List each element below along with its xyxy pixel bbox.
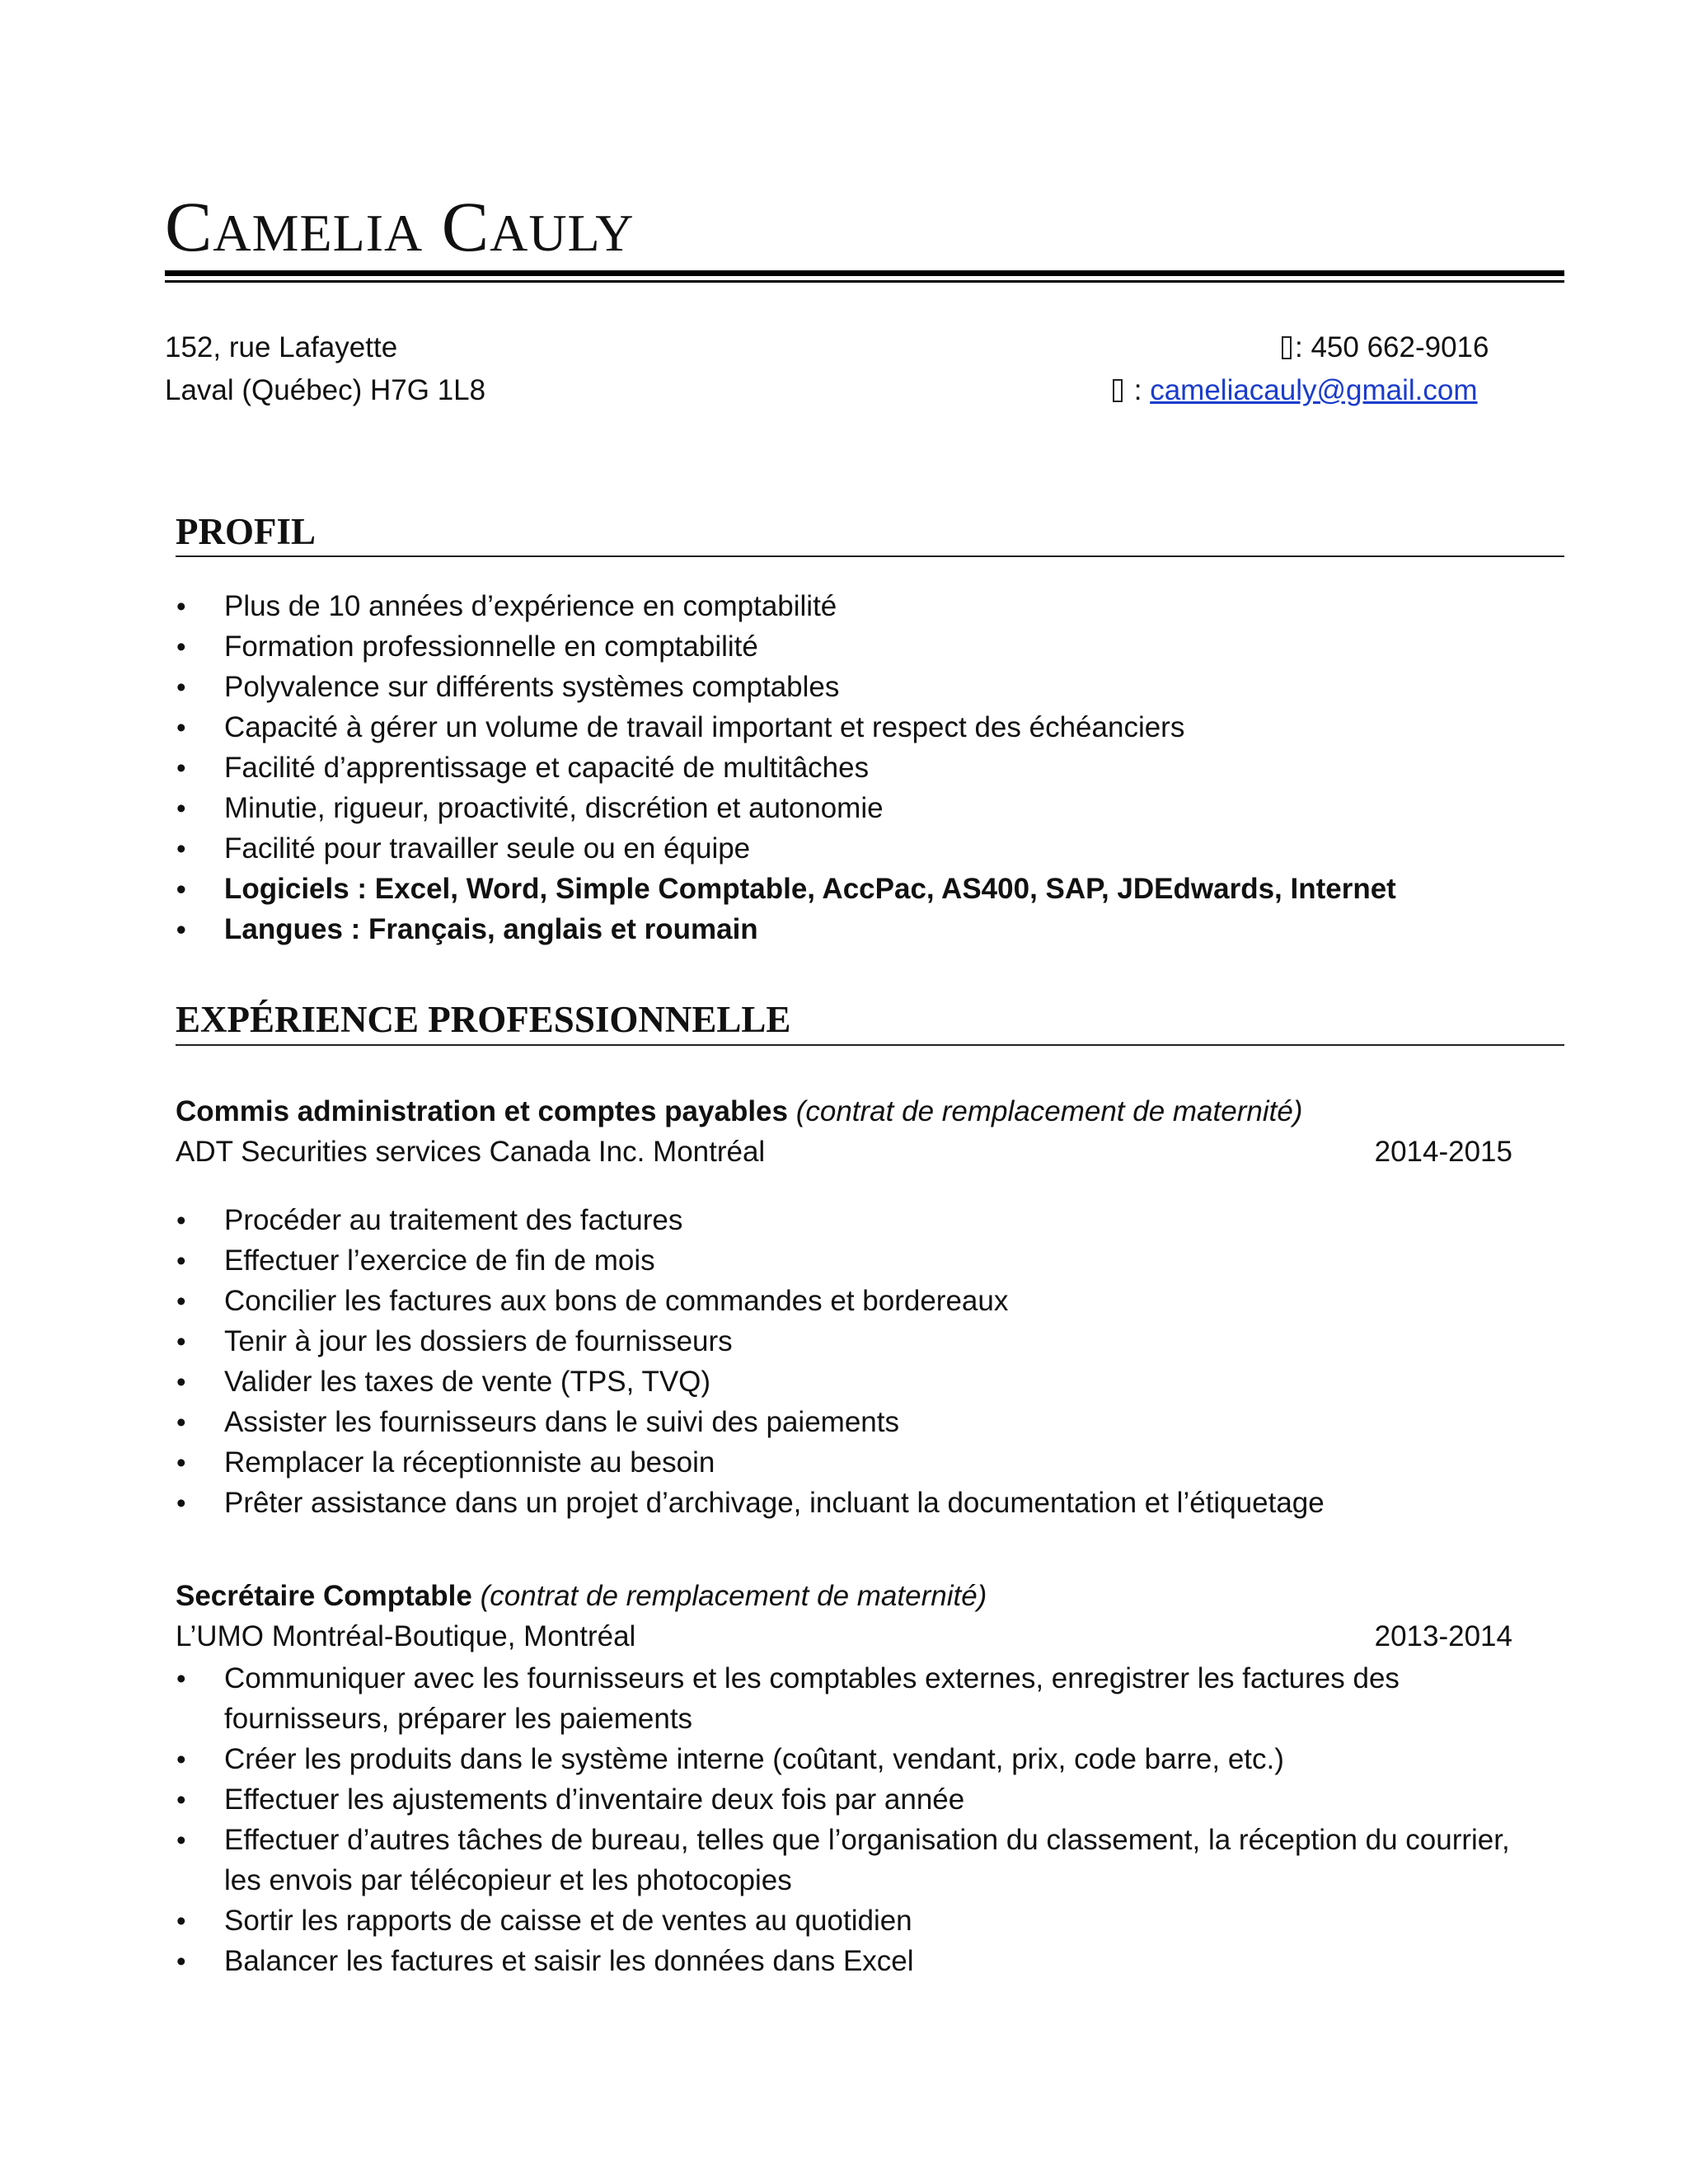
candidate-name bbox=[165, 187, 635, 266]
header-rule-thin bbox=[165, 280, 1564, 283]
job-1-title bbox=[176, 1094, 1302, 1130]
name-first-rest: AMELIA bbox=[213, 204, 424, 262]
list-item: • Effectuer l’exercice de fin de mois bbox=[165, 1240, 1525, 1281]
name-first-initial: C bbox=[165, 187, 213, 266]
job-1-role: Commis administration et comptes payables bbox=[176, 1095, 788, 1127]
list-item: • Balancer les factures et saisir les données dans Excel bbox=[165, 1941, 1525, 1981]
list-item: • Valider les taxes de vente (TPS, TVQ) bbox=[165, 1361, 1525, 1402]
list-item: • Minutie, rigueur, proactivité, discrétion et autonomie bbox=[165, 788, 1525, 828]
list-item: • Logiciels : Excel, Word, Simple Comptable, AccPac, AS400, SAP, JDEdwards, Internet bbox=[165, 869, 1525, 909]
phone-number: : 450 662-9016 bbox=[1295, 331, 1489, 363]
list-item: • Capacité à gérer un volume de travail important et respect des échéanciers bbox=[165, 707, 1525, 748]
profile-list bbox=[165, 586, 1525, 949]
list-item: • Procéder au traitement des factures bbox=[165, 1200, 1525, 1240]
email-line bbox=[1113, 374, 1478, 407]
phone-line bbox=[1282, 331, 1489, 364]
job-1-note: (contrat de remplacement de maternité) bbox=[795, 1095, 1303, 1127]
list-item: • Polyvalence sur différents systèmes comptables bbox=[165, 667, 1525, 707]
email-icon bbox=[1113, 379, 1123, 402]
list-item: • Formation professionnelle en comptabilité bbox=[165, 626, 1525, 667]
email-prefix: : bbox=[1133, 374, 1142, 406]
list-item: • Facilité pour travailler seule ou en équipe bbox=[165, 828, 1525, 869]
list-item: • Langues : Français, anglais et roumain bbox=[165, 909, 1525, 949]
phone-icon bbox=[1282, 336, 1292, 359]
list-item: • Sortir les rapports de caisse et de ventes au quotidien bbox=[165, 1900, 1525, 1941]
list-item: • Prêter assistance dans un projet d’archivage, incluant la documentation et l’étiquetage bbox=[165, 1483, 1525, 1523]
job-2-role: Secrétaire Comptable bbox=[176, 1580, 472, 1612]
job-2-company: L’UMO Montréal-Boutique, Montréal bbox=[176, 1620, 636, 1652]
email-link[interactable]: cameliacauly@gmail.com bbox=[1150, 374, 1478, 406]
job-2-dates: 2013-2014 bbox=[1374, 1620, 1512, 1652]
address-line-2: Laval (Québec) H7G 1L8 bbox=[165, 374, 486, 406]
list-item: • Assister les fournisseurs dans le suivi des paiements bbox=[165, 1402, 1525, 1442]
header-rule-thick bbox=[165, 270, 1564, 276]
job-1-task-list bbox=[165, 1200, 1525, 1523]
job-2-task-list bbox=[165, 1658, 1525, 1981]
job-2-title bbox=[176, 1578, 987, 1615]
section-rule-experience bbox=[176, 1044, 1564, 1046]
section-title-experience: EXPÉRIENCE PROFESSIONNELLE bbox=[176, 999, 791, 1040]
name-last-rest: AULY bbox=[490, 204, 635, 262]
address-line-1: 152, rue Lafayette bbox=[165, 331, 398, 363]
name-last-initial: C bbox=[441, 187, 490, 266]
list-item: • Concilier les factures aux bons de commandes et bordereaux bbox=[165, 1281, 1525, 1321]
list-item: • Effectuer les ajustements d’inventaire deux fois par année bbox=[165, 1779, 1525, 1820]
list-item: • Communiquer avec les fournisseurs et les comptables externes, enregistrer les factures des fournisseurs, préparer les paiements bbox=[165, 1658, 1525, 1739]
job-1-company: ADT Securities services Canada Inc. Montréal bbox=[176, 1136, 766, 1168]
list-item: • Tenir à jour les dossiers de fournisseurs bbox=[165, 1321, 1525, 1361]
job-2-note: (contrat de remplacement de maternité) bbox=[480, 1580, 987, 1612]
job-1-dates: 2014-2015 bbox=[1374, 1136, 1512, 1168]
section-title-profil: PROFIL bbox=[176, 511, 316, 552]
section-rule-profil bbox=[176, 555, 1564, 557]
list-item: • Plus de 10 années d’expérience en comptabilité bbox=[165, 586, 1525, 626]
list-item: • Effectuer d’autres tâches de bureau, telles que l’organisation du classement, la réception du courrier, les envois par télécopieur et les photocopies bbox=[165, 1820, 1525, 1900]
list-item: • Créer les produits dans le système interne (coûtant, vendant, prix, code barre, etc.) bbox=[165, 1739, 1525, 1779]
list-item: • Facilité d’apprentissage et capacité de multitâches bbox=[165, 748, 1525, 788]
list-item: • Remplacer la réceptionniste au besoin bbox=[165, 1442, 1525, 1483]
